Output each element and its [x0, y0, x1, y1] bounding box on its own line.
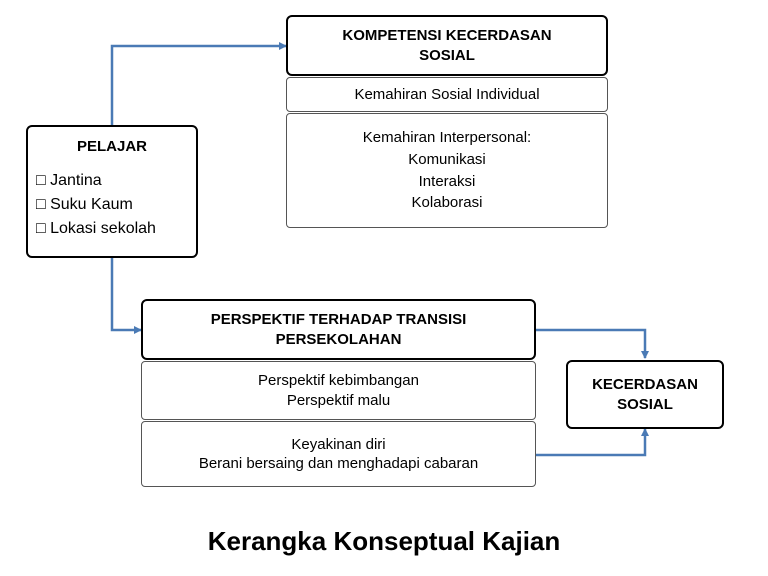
- kemahiran-interpersonal-item-kolaborasi: Kolaborasi: [411, 194, 483, 212]
- kemahiran-interpersonal-item-komunikasi: Komunikasi: [408, 150, 486, 168]
- keyakinan-diri-label: Keyakinan diri: [291, 435, 386, 453]
- perspektif-title-box: [141, 299, 536, 360]
- perspektif-kebimbangan-label: Perspektif kebimbangan: [258, 372, 419, 389]
- kemahiran-sosial-individual-label: Kemahiran Sosial Individual: [354, 85, 540, 103]
- keyakinan-diri-box: [141, 421, 536, 487]
- pelajar-box: [26, 125, 198, 258]
- perspektif-kebimbangan-box: [141, 361, 536, 420]
- kompetensi-title-line-2: SOSIAL: [419, 46, 475, 64]
- kecerdasan-sosial-line-2: SOSIAL: [617, 395, 673, 413]
- arrow-keyakinan-to-kecerdasan: [536, 429, 645, 455]
- pelajar-item-lokasi-sekolah: □ Lokasi sekolah: [36, 219, 156, 237]
- arrow-perspektif-to-kecerdasan: [536, 330, 645, 358]
- kemahiran-sosial-individual-box: [286, 77, 608, 112]
- pelajar-title: PELAJAR: [76, 138, 147, 155]
- arrow-pelajar-to-kompetensi: [112, 46, 286, 125]
- diagram-caption: Kerangka Konseptual Kajian: [207, 526, 561, 556]
- pelajar-item-jantina: □ Jantina: [36, 171, 102, 189]
- perspektif-malu-label: Perspektif malu: [286, 391, 391, 409]
- kompetensi-title-box: [286, 15, 608, 76]
- kompetensi-title-line-1: KOMPETENSI KECERDASAN: [342, 27, 552, 44]
- kecerdasan-sosial-box: [566, 360, 724, 429]
- kemahiran-interpersonal-item-interaksi: Interaksi: [418, 172, 476, 190]
- perspektif-title-line-1: PERSPEKTIF TERHADAP TRANSISI: [210, 311, 467, 328]
- kemahiran-interpersonal-box: [286, 113, 608, 228]
- pelajar-list: [28, 169, 156, 241]
- berani-bersaing-label: Berani bersaing dan menghadapi cabaran: [198, 455, 479, 472]
- kecerdasan-sosial-line-1: KECERDASAN: [592, 376, 698, 393]
- arrow-pelajar-to-perspektif: [112, 258, 141, 330]
- perspektif-title-line-2: PERSEKOLAHAN: [275, 330, 402, 348]
- kemahiran-interpersonal-heading: Kemahiran Interpersonal:: [362, 129, 532, 146]
- pelajar-item-suku-kaum: □ Suku Kaum: [36, 195, 133, 213]
